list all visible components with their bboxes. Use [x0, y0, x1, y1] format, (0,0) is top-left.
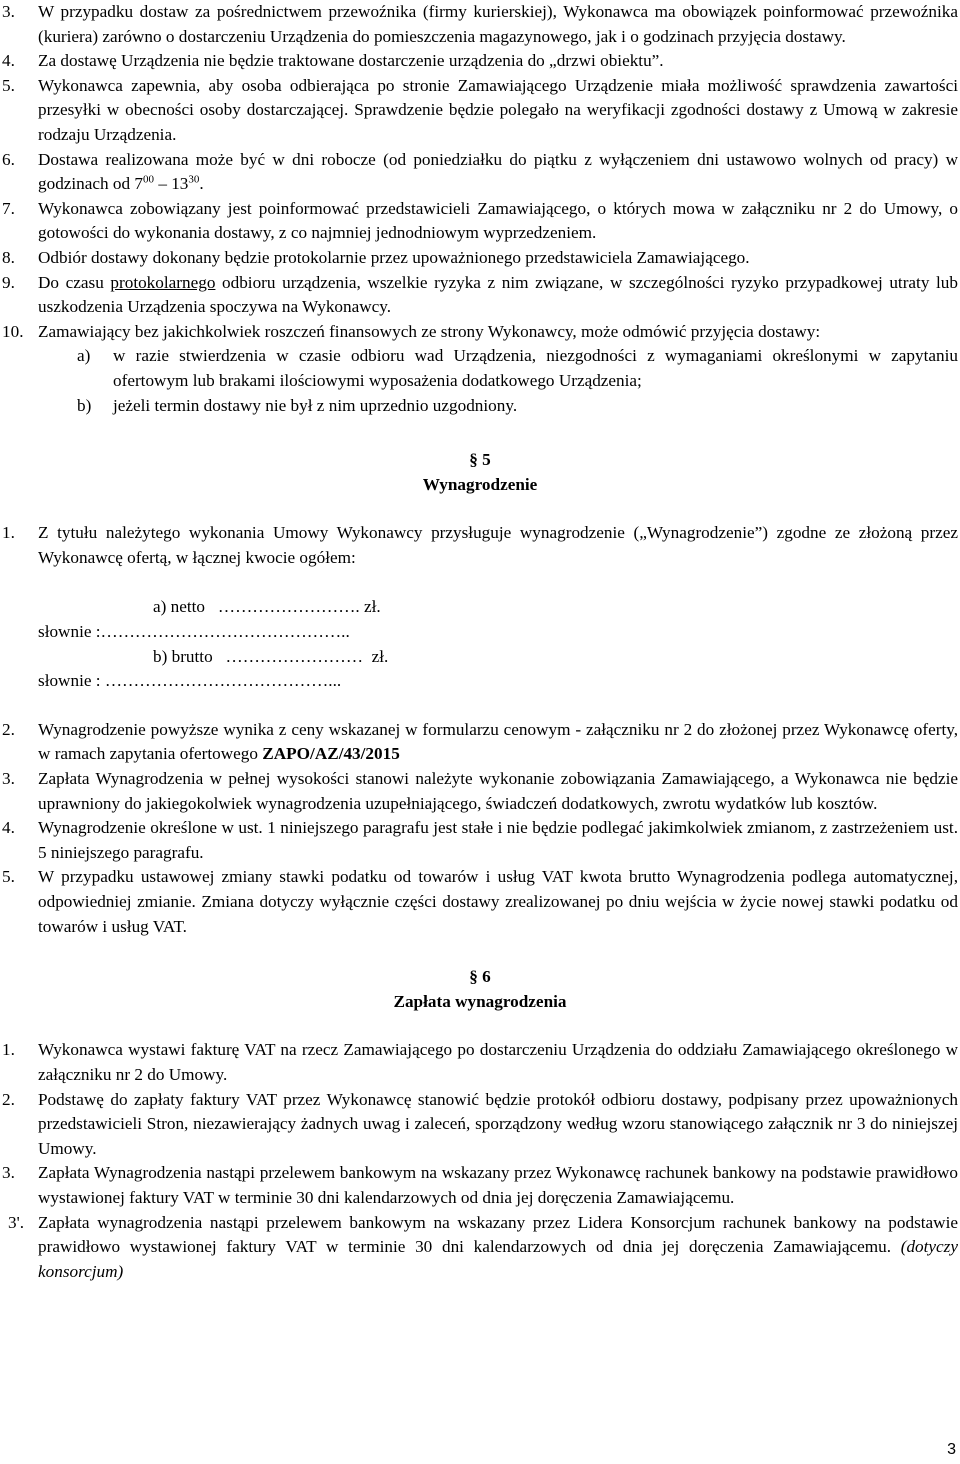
items-top [0, 0, 960, 148]
item-number: 3. [2, 1163, 15, 1183]
item-text: Wykonawca zapewnia, aby osoba odbierająca po stronie Zamawiającego Urządzenie miała możliwość sprawdzenia zawartości przesyłki w obecności osoby dostarczającej. Sprawdzenie będzie polegało na weryfikacji zgodności dostawy z Umową w zakresie rodzaju Urządzenia. [38, 75, 958, 144]
item-text: Zapłata Wynagrodzenia w pełnej wysokości stanowi należyte wykonanie zobowiązania Zamawiającego, a Wykonawca nie będzie uprawniony do jakiegokolwiek wynagrodzenia uzupełniającego, świadczeń dodatkowych, zwrotu wydatków lub kosztów. [38, 769, 958, 813]
item-text: Wynagrodzenie określone w ust. 1 niniejszego paragrafu jest stałe i nie będzie podlegać jakimkolwiek zmianom, z zastrzeżeniem ust. 5 niniejszego paragrafu. [38, 818, 958, 862]
time-superscript: 00 [143, 173, 155, 186]
underlined-word: protokolarnego [110, 272, 216, 292]
item-text: . [199, 174, 204, 194]
item-text: W przypadku dostaw za pośrednictwem przewoźnika (firmy kurierskiej), Wykonawca ma obowiązek poinformować przewoźnika (kuriera) zarówno o dostarczeniu Urządzenia do pomieszczenia magazynowego, jak i o godzinach przyjęcia dostawy. [38, 2, 958, 46]
item-text: W przypadku ustawowej zmiany stawki podatku od towarów i usług VAT kwota brutto Wynagrodzenia podlega automatycznej, odpowiedniej zmianie. Zmiana dotyczy wyłącznie części dostawy zrealizowanej po dniu wejścia w życie nowej stawki podatku od towarów i usług VAT. [38, 867, 958, 936]
item-number: 10. [2, 321, 24, 341]
item-text: Zamawiający bez jakichkolwiek roszczeń finansowych ze strony Wykonawcy, może odmówić przyjęcia dostawy: [38, 321, 821, 341]
item-text: Dostawa realizowana może być w dni robocze (od poniedziałku do piątku z wyłączeniem dni ustawowo wolnych od pracy) w godzinach od 7 [38, 149, 958, 194]
item-number: 3. [2, 769, 15, 789]
sub-item-a [0, 344, 960, 393]
item-10-sublist [0, 344, 960, 418]
section-5-title: Wynagrodzenie [422, 474, 538, 494]
item-number: 3'. [8, 1212, 24, 1232]
item-number: 3. [2, 2, 15, 21]
item-text: Wykonawca zobowiązany jest poinformować przedstawicieli Zamawiającego, o których mowa w załączniku nr 2 do Umowy, o gotowości do wykonania dostawy, z co najmniej jednodniowym wyprzedzeniem. [38, 198, 958, 243]
item-2 [0, 49, 960, 74]
sec6-item-1 [0, 1038, 960, 1087]
item-number: 2. [2, 1089, 15, 1109]
item-1 [0, 197, 960, 246]
item-number: 4. [2, 51, 15, 71]
item-number: 5. [2, 867, 15, 887]
consortium-note: (dotyczy konsorcjum) [38, 1237, 958, 1281]
item-number: 9. [2, 272, 15, 292]
sec5-item-3 [0, 865, 960, 939]
item-number: 6. [2, 149, 15, 169]
item-number: 1. [2, 1040, 15, 1060]
item-text: Za dostawę Urządzenia nie będzie traktowane dostarczenie urządzenia do „drzwi obiektu”. [38, 51, 664, 71]
sec6-item-3-prime [0, 1211, 960, 1285]
sec5-item-1 [0, 521, 960, 570]
sub-item-text: jeżeli termin dostawy nie był z nim uprzednio uzgodniony. [113, 395, 518, 415]
time-superscript: 30 [188, 173, 200, 186]
item-number: 4. [2, 818, 15, 838]
sub-item-text: w razie stwierdzenia w czasie odbioru wad Urządzenia, niezgodności z wymaganiami określonymi w zapytaniu ofertowym lub brakami ilościowymi wyposażenia dodatkowego Urządzenia; [113, 346, 958, 390]
item-text: Zapłata Wynagrodzenia nastąpi przelewem bankowym na wskazany przez Wykonawcę rachunek bankowy na podstawie prawidłowo wystawionej faktury VAT w terminie 30 dni kalendarzowych od dnia jej doręczenia Zamawiającemu. [38, 1163, 958, 1207]
sec6-items [0, 1038, 960, 1210]
item-text: Zapłata wynagrodzenia nastąpi przelewem bankowym na wskazany przez Lidera Konsorcjum rachunek bankowy na podstawie prawidłowo wystawionej faktury VAT w terminie 30 dni kalendarzowych od dnia jej doręczenia Zamawiającemu. [38, 1212, 958, 1257]
items-mid [0, 197, 960, 271]
item-9 [0, 271, 960, 320]
item-text: Podstawę do zapłaty faktury VAT przez Wykonawcę stanowić będzie protokół odbioru dostawy, podpisany przez upoważnionych przedstawicieli Stron, niezawierający żadnych uwag i zaleceń, sporządzony według wzoru stanowiącego załącznik nr 3 do niniejszej Umowy. [38, 1089, 958, 1158]
item-text: Z tytułu należytego wykonania Umowy Wykonawcy przysługuje wynagrodzenie („Wynagrodzenie”) zgodne ze złożoną przez Wykonawcę ofertą, w łącznej kwocie ogółem: [38, 523, 958, 567]
section-6-title: Zapłata wynagrodzenia [393, 991, 567, 1011]
item-text: – 13 [154, 174, 189, 194]
sec5-item-2 [0, 718, 960, 767]
item-number: 5. [2, 75, 15, 95]
item-3 [0, 74, 960, 148]
sub-item-b [0, 394, 960, 419]
section-5-number: § 5 [469, 450, 491, 470]
item-text: Odbiór dostawy dokonany będzie protokolarnie przez upoważnionego przedstawiciela Zamawiającego. [38, 247, 750, 267]
section-6-number: § 6 [469, 967, 491, 987]
item-number: 1. [2, 523, 15, 543]
sec5-item-1 [0, 767, 960, 816]
item-text: odbioru urządzenia, wszelkie ryzyka z nim związane, w szczególności ryzyko przypadkowej utraty lub uszkodzenia Urządzenia spoczywa na Wykonawcy. [38, 272, 958, 317]
item-2 [0, 246, 960, 271]
sub-item-letter: b) [77, 395, 92, 415]
item-number: 7. [2, 198, 15, 218]
item-text: Wykonawca wystawi fakturę VAT na rzecz Zamawiającego po dostarczeniu Urządzenia do oddziału Zamawiającego określonego w załączniku nr 2 do Umowy. [38, 1040, 958, 1084]
tender-reference: ZAPO/AZ/43/2015 [262, 744, 400, 764]
amount-brutto: b) brutto …………………… zł. [153, 646, 389, 666]
item-6 [0, 148, 960, 197]
amount-netto: a) netto ……………………. zł. [153, 597, 381, 617]
item-number: 8. [2, 247, 15, 267]
sec6-item-3 [0, 1161, 960, 1210]
sub-item-letter: a) [77, 346, 91, 366]
item-10 [0, 320, 960, 345]
sec6-item-2 [0, 1088, 960, 1162]
item-text: Do czasu [38, 272, 111, 292]
amount-words-2: słownie : …………………………………... [38, 671, 342, 691]
item-1 [0, 0, 960, 49]
item-number: 2. [2, 719, 15, 739]
sec5-item-2 [0, 816, 960, 865]
page-number: 3 [947, 1441, 956, 1458]
sec5-items-rest [0, 767, 960, 939]
amount-words-1: słownie :…………………………………….. [38, 622, 350, 642]
item-text: Wynagrodzenie powyższe wynika z ceny wskazanej w formularzu cenowym - załączniku nr 2 do złożonej przez Wykonawcę oferty, w ramach zapytania ofertowego [38, 719, 958, 764]
